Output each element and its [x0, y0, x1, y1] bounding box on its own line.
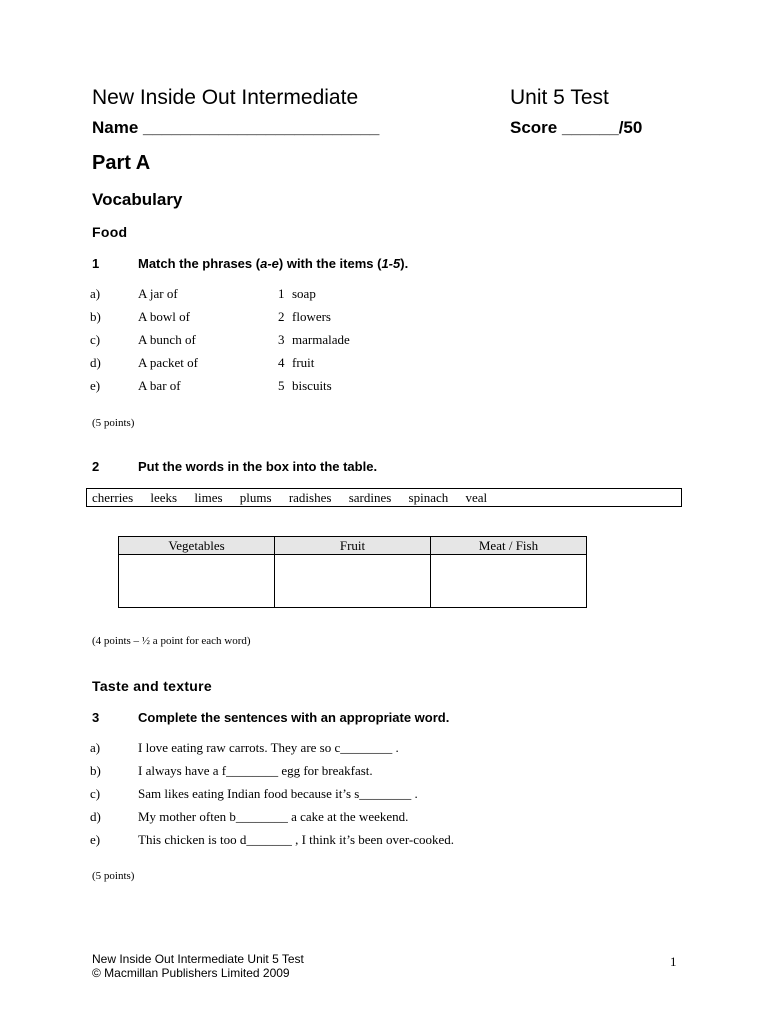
sorting-table — [118, 536, 587, 608]
item-letter: c) — [90, 786, 101, 801]
item-letter: d) — [90, 809, 101, 824]
phrase-text: A packet of — [138, 355, 198, 370]
sentence-text: My mother often b________ a cake at the weekend. — [138, 809, 409, 824]
sentence-text: Sam likes eating Indian food because it’s s________ . — [138, 786, 418, 801]
column-header-vegetables: Vegetables — [119, 537, 275, 555]
item-letter: b) — [90, 763, 101, 778]
answer-cell-meat-fish[interactable] — [431, 555, 587, 608]
column-header-meat-fish: Meat / Fish — [431, 537, 587, 555]
word-box — [86, 488, 682, 507]
item-letter: a) — [90, 740, 101, 755]
answer-cell-fruit[interactable] — [275, 555, 431, 608]
section-heading: Vocabulary — [92, 190, 183, 209]
item-number: 2 — [278, 309, 285, 324]
item-text: soap — [292, 286, 316, 301]
question-instruction: Put the words in the box into the table. — [138, 459, 378, 474]
item-letter: a) — [90, 286, 101, 301]
item-text: flowers — [292, 309, 331, 324]
score-field-label: Score ______/50 — [510, 118, 643, 137]
item-letter: e) — [90, 378, 101, 393]
sentence-text: This chicken is too d_______ , I think it’s been over-cooked. — [138, 832, 455, 847]
food-heading: Food — [92, 224, 128, 240]
word-item: cherries — [92, 490, 134, 505]
word-item: plums — [239, 490, 272, 505]
item-number: 1 — [278, 286, 285, 301]
word-item: spinach — [408, 490, 449, 505]
table-header-row — [119, 537, 587, 555]
taste-heading: Taste and texture — [92, 678, 212, 694]
points-note: (5 points) — [92, 417, 135, 429]
item-number: 4 — [278, 355, 285, 370]
question-number: 1 — [92, 256, 100, 271]
table-answer-row — [119, 555, 587, 608]
word-item: leeks — [150, 490, 178, 505]
item-text: biscuits — [292, 378, 332, 393]
word-item: sardines — [348, 490, 392, 505]
phrase-text: A bunch of — [138, 332, 196, 347]
item-number: 5 — [278, 378, 285, 393]
question-instruction: Complete the sentences with an appropriate word. — [138, 710, 450, 725]
phrase-text: A bowl of — [138, 309, 190, 324]
word-item: limes — [194, 490, 223, 505]
points-note: (5 points) — [92, 870, 135, 882]
column-header-fruit: Fruit — [275, 537, 431, 555]
points-note: (4 points – ½ a point for each word) — [92, 635, 251, 647]
name-field-label: Name _________________________ — [92, 118, 380, 137]
footer-copyright: © Macmillan Publishers Limited 2009 — [92, 966, 290, 980]
item-text: marmalade — [292, 332, 350, 347]
unit-title: Unit 5 Test — [510, 86, 609, 109]
word-item: veal — [465, 490, 488, 505]
question-number: 2 — [92, 459, 100, 474]
page-number: 1 — [670, 954, 677, 969]
item-letter: c) — [90, 332, 101, 347]
phrase-text: A bar of — [138, 378, 181, 393]
part-heading: Part A — [92, 152, 151, 174]
document-title: New Inside Out Intermediate — [92, 86, 359, 109]
item-letter: b) — [90, 309, 101, 324]
item-letter: d) — [90, 355, 101, 370]
question-instruction: Match the phrases (a-e) with the items (1-5). — [138, 256, 409, 271]
item-letter: e) — [90, 832, 101, 847]
word-item: radishes — [288, 490, 332, 505]
question-number: 3 — [92, 710, 100, 725]
sentence-text: I love eating raw carrots. They are so c________ . — [138, 740, 399, 755]
answer-cell-vegetables[interactable] — [119, 555, 275, 608]
item-text: fruit — [292, 355, 315, 370]
footer-title: New Inside Out Intermediate Unit 5 Test — [92, 952, 304, 966]
phrase-text: A jar of — [138, 286, 178, 301]
sentence-text: I always have a f________ egg for breakfast. — [138, 763, 373, 778]
item-number: 3 — [278, 332, 285, 347]
